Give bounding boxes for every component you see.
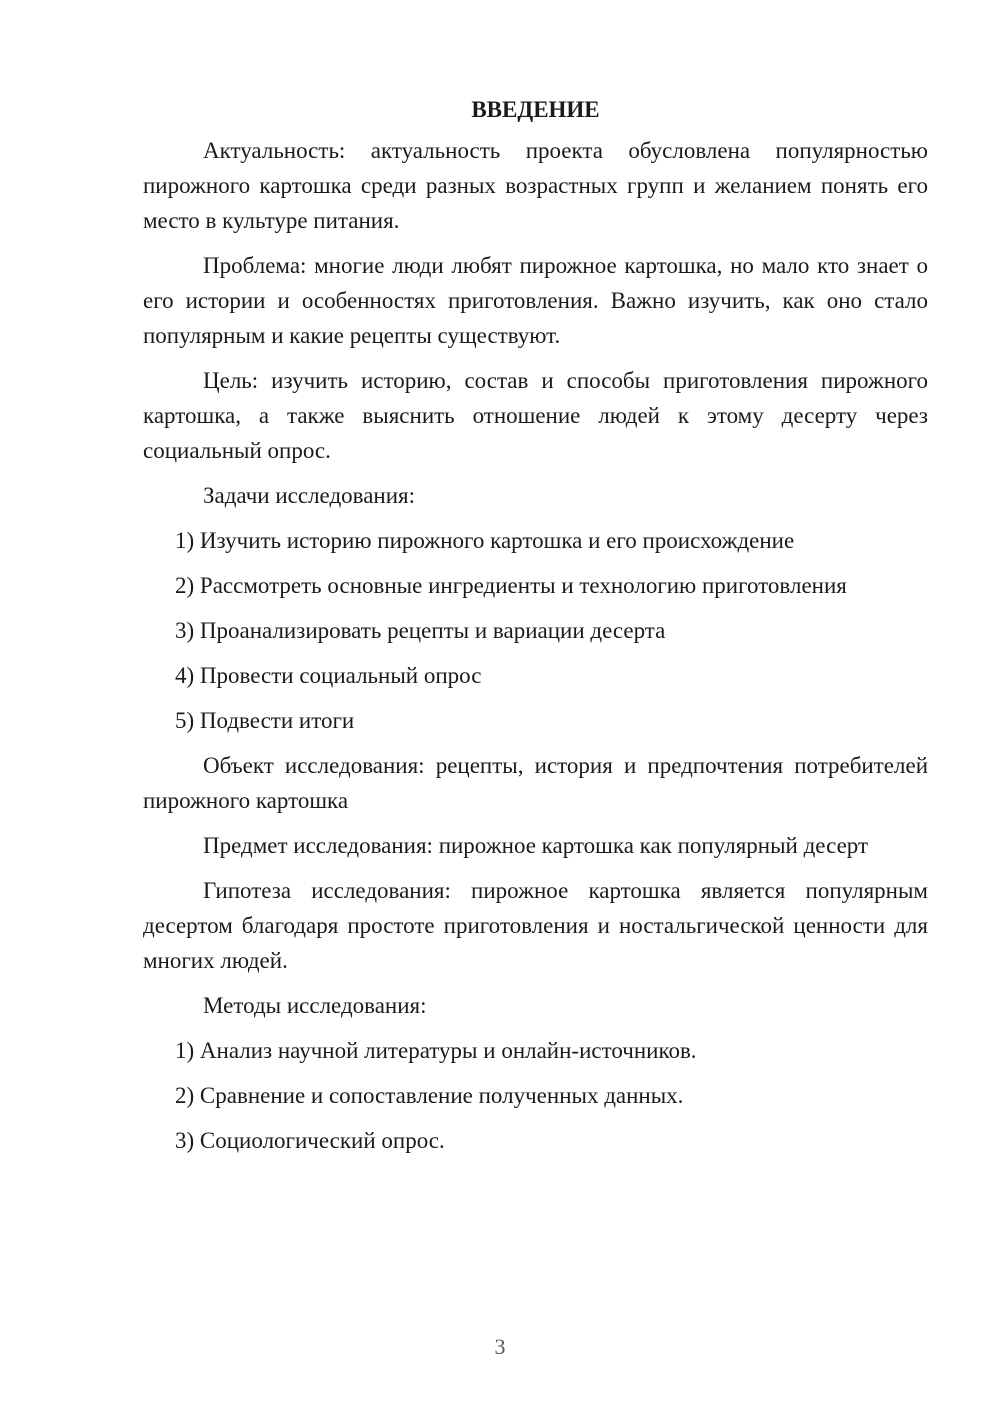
paragraph-subject: Предмет исследования: пирожное картошка как популярный десерт [203, 833, 869, 858]
tasks-list [143, 523, 928, 738]
page-title: ВВЕДЕНИЕ [471, 97, 600, 122]
tasks-heading: Задачи исследования: [203, 483, 416, 508]
list-item: 1) Анализ научной литературы и онлайн-источников. [175, 1038, 697, 1063]
paragraph-hypothesis: Гипотеза исследования: пирожное картошка является популярным десертом благодаря простоте приготовления и ностальгической ценности для многих людей. [143, 878, 928, 973]
paragraph-object: Объект исследования: рецепты, история и предпочтения потребителей пирожного картошка [143, 753, 928, 813]
list-item: 5) Подвести итоги [175, 708, 355, 733]
paragraph-goal: Цель: изучить историю, состав и способы приготовления пирожного картошка, а также выяснить отношение людей к этому десерту через социальный опрос. [143, 368, 928, 463]
list-item: 3) Проанализировать рецепты и вариации десерта [175, 618, 666, 643]
list-item: 3) Социологический опрос. [175, 1128, 445, 1153]
methods-list [143, 1033, 928, 1158]
paragraph-problem: Проблема: многие люди любят пирожное картошка, но мало кто знает о его истории и особенностях приготовления. Важно изучить, как оно стало популярным и какие рецепты существуют. [143, 253, 928, 348]
list-item: 2) Сравнение и сопоставление полученных данных. [175, 1083, 684, 1108]
list-item: 4) Провести социальный опрос [175, 663, 482, 688]
page-number: 3 [494, 1334, 506, 1359]
list-item: 2) Рассмотреть основные ингредиенты и технологию приготовления [175, 573, 847, 598]
document-page [143, 92, 928, 1168]
methods-heading: Методы исследования: [203, 993, 427, 1018]
list-item: 1) Изучить историю пирожного картошка и его происхождение [175, 528, 795, 553]
paragraph-relevance: Актуальность: актуальность проекта обусловлена популярностью пирожного картошка среди разных возрастных групп и желанием понять его место в культуре питания. [143, 138, 928, 233]
